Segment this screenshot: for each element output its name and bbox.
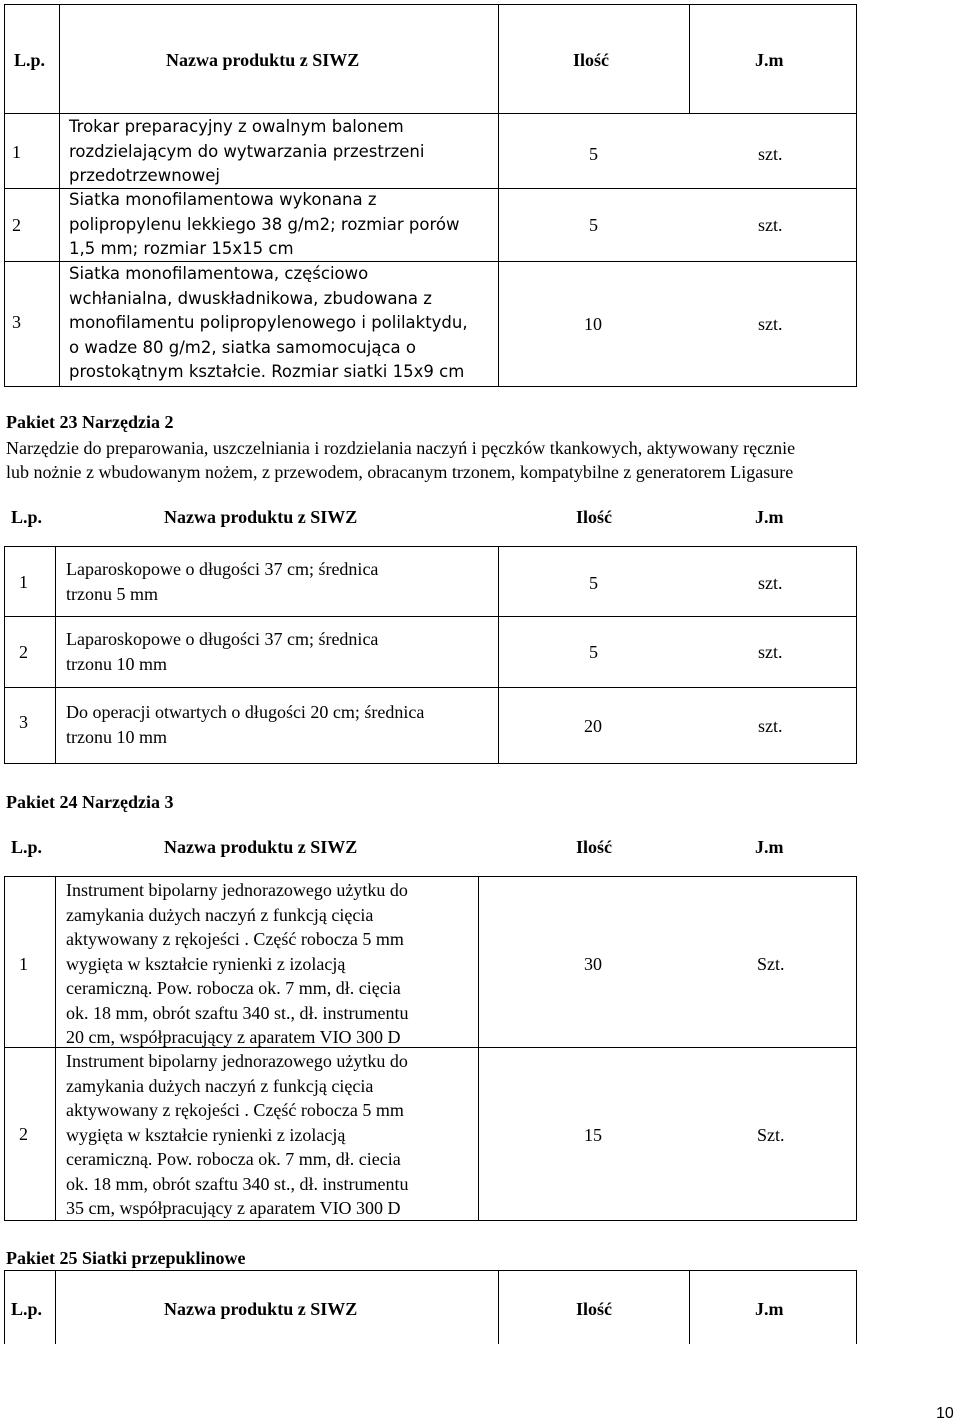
header-name: Nazwa produktu z SIWZ <box>164 1299 358 1319</box>
header-lp: L.p. <box>11 1299 43 1319</box>
row-number: 1 <box>12 142 21 162</box>
product-description: Instrument bipolarny jednorazowego użytku do zamykania dużych naczyń z funkcją cięcia aktywowany z rękojeści . Część robocza 5 mm wygięta w kształcie rynienki z izolacją ceramiczną. Pow. robocza ok. 7 mm, dł. cięcia ok. 18 mm, obrót szaftu 340 st., dł. instrumentu 20 cm, współpracujący z aparatem VIO 300 D <box>66 880 409 1047</box>
quantity: 20 <box>584 716 602 736</box>
row-number: 1 <box>19 572 28 592</box>
product-description: Siatka monofilamentowa wykonana z polipropylenu lekkiego 38 g/m2; rozmiar porów 1,5 mm; rozmiar 15x15 cm <box>69 190 460 258</box>
row-number: 2 <box>19 1124 28 1144</box>
unit: szt. <box>758 215 783 235</box>
header-lp: L.p. <box>14 50 46 70</box>
quantity: 15 <box>584 1125 602 1145</box>
unit: Szt. <box>757 1125 785 1145</box>
header-unit: J.m <box>755 50 784 70</box>
product-description: Siatka monofilamentowa, częściowo wchłanialna, dwuskładnikowa, zbudowana z monofilamentu polipropylenowego i polilaktydu, o wadze 80 g/m2, siatka samomocująca o prostokątnym kształcie. Rozmiar siatki 15x9 cm <box>69 264 468 381</box>
quantity: 5 <box>589 144 598 164</box>
quantity: 5 <box>589 215 598 235</box>
unit: szt. <box>758 642 783 662</box>
row-number: 2 <box>19 642 28 662</box>
header-unit: J.m <box>755 837 784 857</box>
product-description: Trokar preparacyjny z owalnym balonem rozdzielającym do wytwarzania przestrzeni przedotrzewnowej <box>69 117 425 185</box>
quantity: 10 <box>584 314 602 334</box>
row-number: 3 <box>19 712 28 732</box>
section-description: Narzędzie do preparowania, uszczelniania i rozdzielania naczyń i pęczków tkankowych, aktywowany ręcznie <box>6 438 796 458</box>
header-qty: Ilość <box>576 507 612 527</box>
header-unit: J.m <box>755 1299 784 1319</box>
unit: szt. <box>758 573 783 593</box>
header-name: Nazwa produktu z SIWZ <box>166 50 360 70</box>
quantity: 5 <box>589 642 598 662</box>
row-number: 3 <box>12 312 21 332</box>
quantity: 5 <box>589 573 598 593</box>
row-number: 1 <box>19 954 28 974</box>
header-qty: Ilość <box>576 1299 612 1319</box>
product-description: Instrument bipolarny jednorazowego użytku do zamykania dużych naczyń z funkcją cięcia aktywowany z rękojeści . Część robocza 5 mm wygięta w kształcie rynienki z izolacją ceramiczną. Pow. robocza ok. 7 mm, dł. ciecia ok. 18 mm, obrót szaftu 340 st., dł. instrumentu 35 cm, współpracujący z aparatem VIO 300 D <box>66 1051 409 1218</box>
header-name: Nazwa produktu z SIWZ <box>164 507 358 527</box>
unit: szt. <box>758 144 783 164</box>
header-lp: L.p. <box>11 507 43 527</box>
page-number: 10 <box>936 1405 954 1422</box>
product-description: Do operacji otwartych o długości 20 cm; średnica trzonu 10 mm <box>66 702 425 747</box>
product-description: Laparoskopowe o długości 37 cm; średnica trzonu 10 mm <box>66 629 379 674</box>
quantity: 30 <box>584 954 602 974</box>
unit: Szt. <box>757 954 785 974</box>
header-lp: L.p. <box>11 837 43 857</box>
product-description: Laparoskopowe o długości 37 cm; średnica trzonu 5 mm <box>66 559 379 604</box>
section-title: Pakiet 24 Narzędzia 3 <box>6 792 174 812</box>
header-name: Nazwa produktu z SIWZ <box>164 837 358 857</box>
section-description: lub nożnie z wbudowanym nożem, z przewodem, obracanym trzonem, kompatybilne z generatorem Ligasure <box>6 462 794 482</box>
header-qty: Ilość <box>573 50 609 70</box>
unit: szt. <box>758 314 783 334</box>
section-title: Pakiet 25 Siatki przepuklinowe <box>6 1248 246 1268</box>
unit: szt. <box>758 716 783 736</box>
header-unit: J.m <box>755 507 784 527</box>
header-qty: Ilość <box>576 837 612 857</box>
section-title: Pakiet 23 Narzędzia 2 <box>6 412 174 432</box>
row-number: 2 <box>12 215 21 235</box>
